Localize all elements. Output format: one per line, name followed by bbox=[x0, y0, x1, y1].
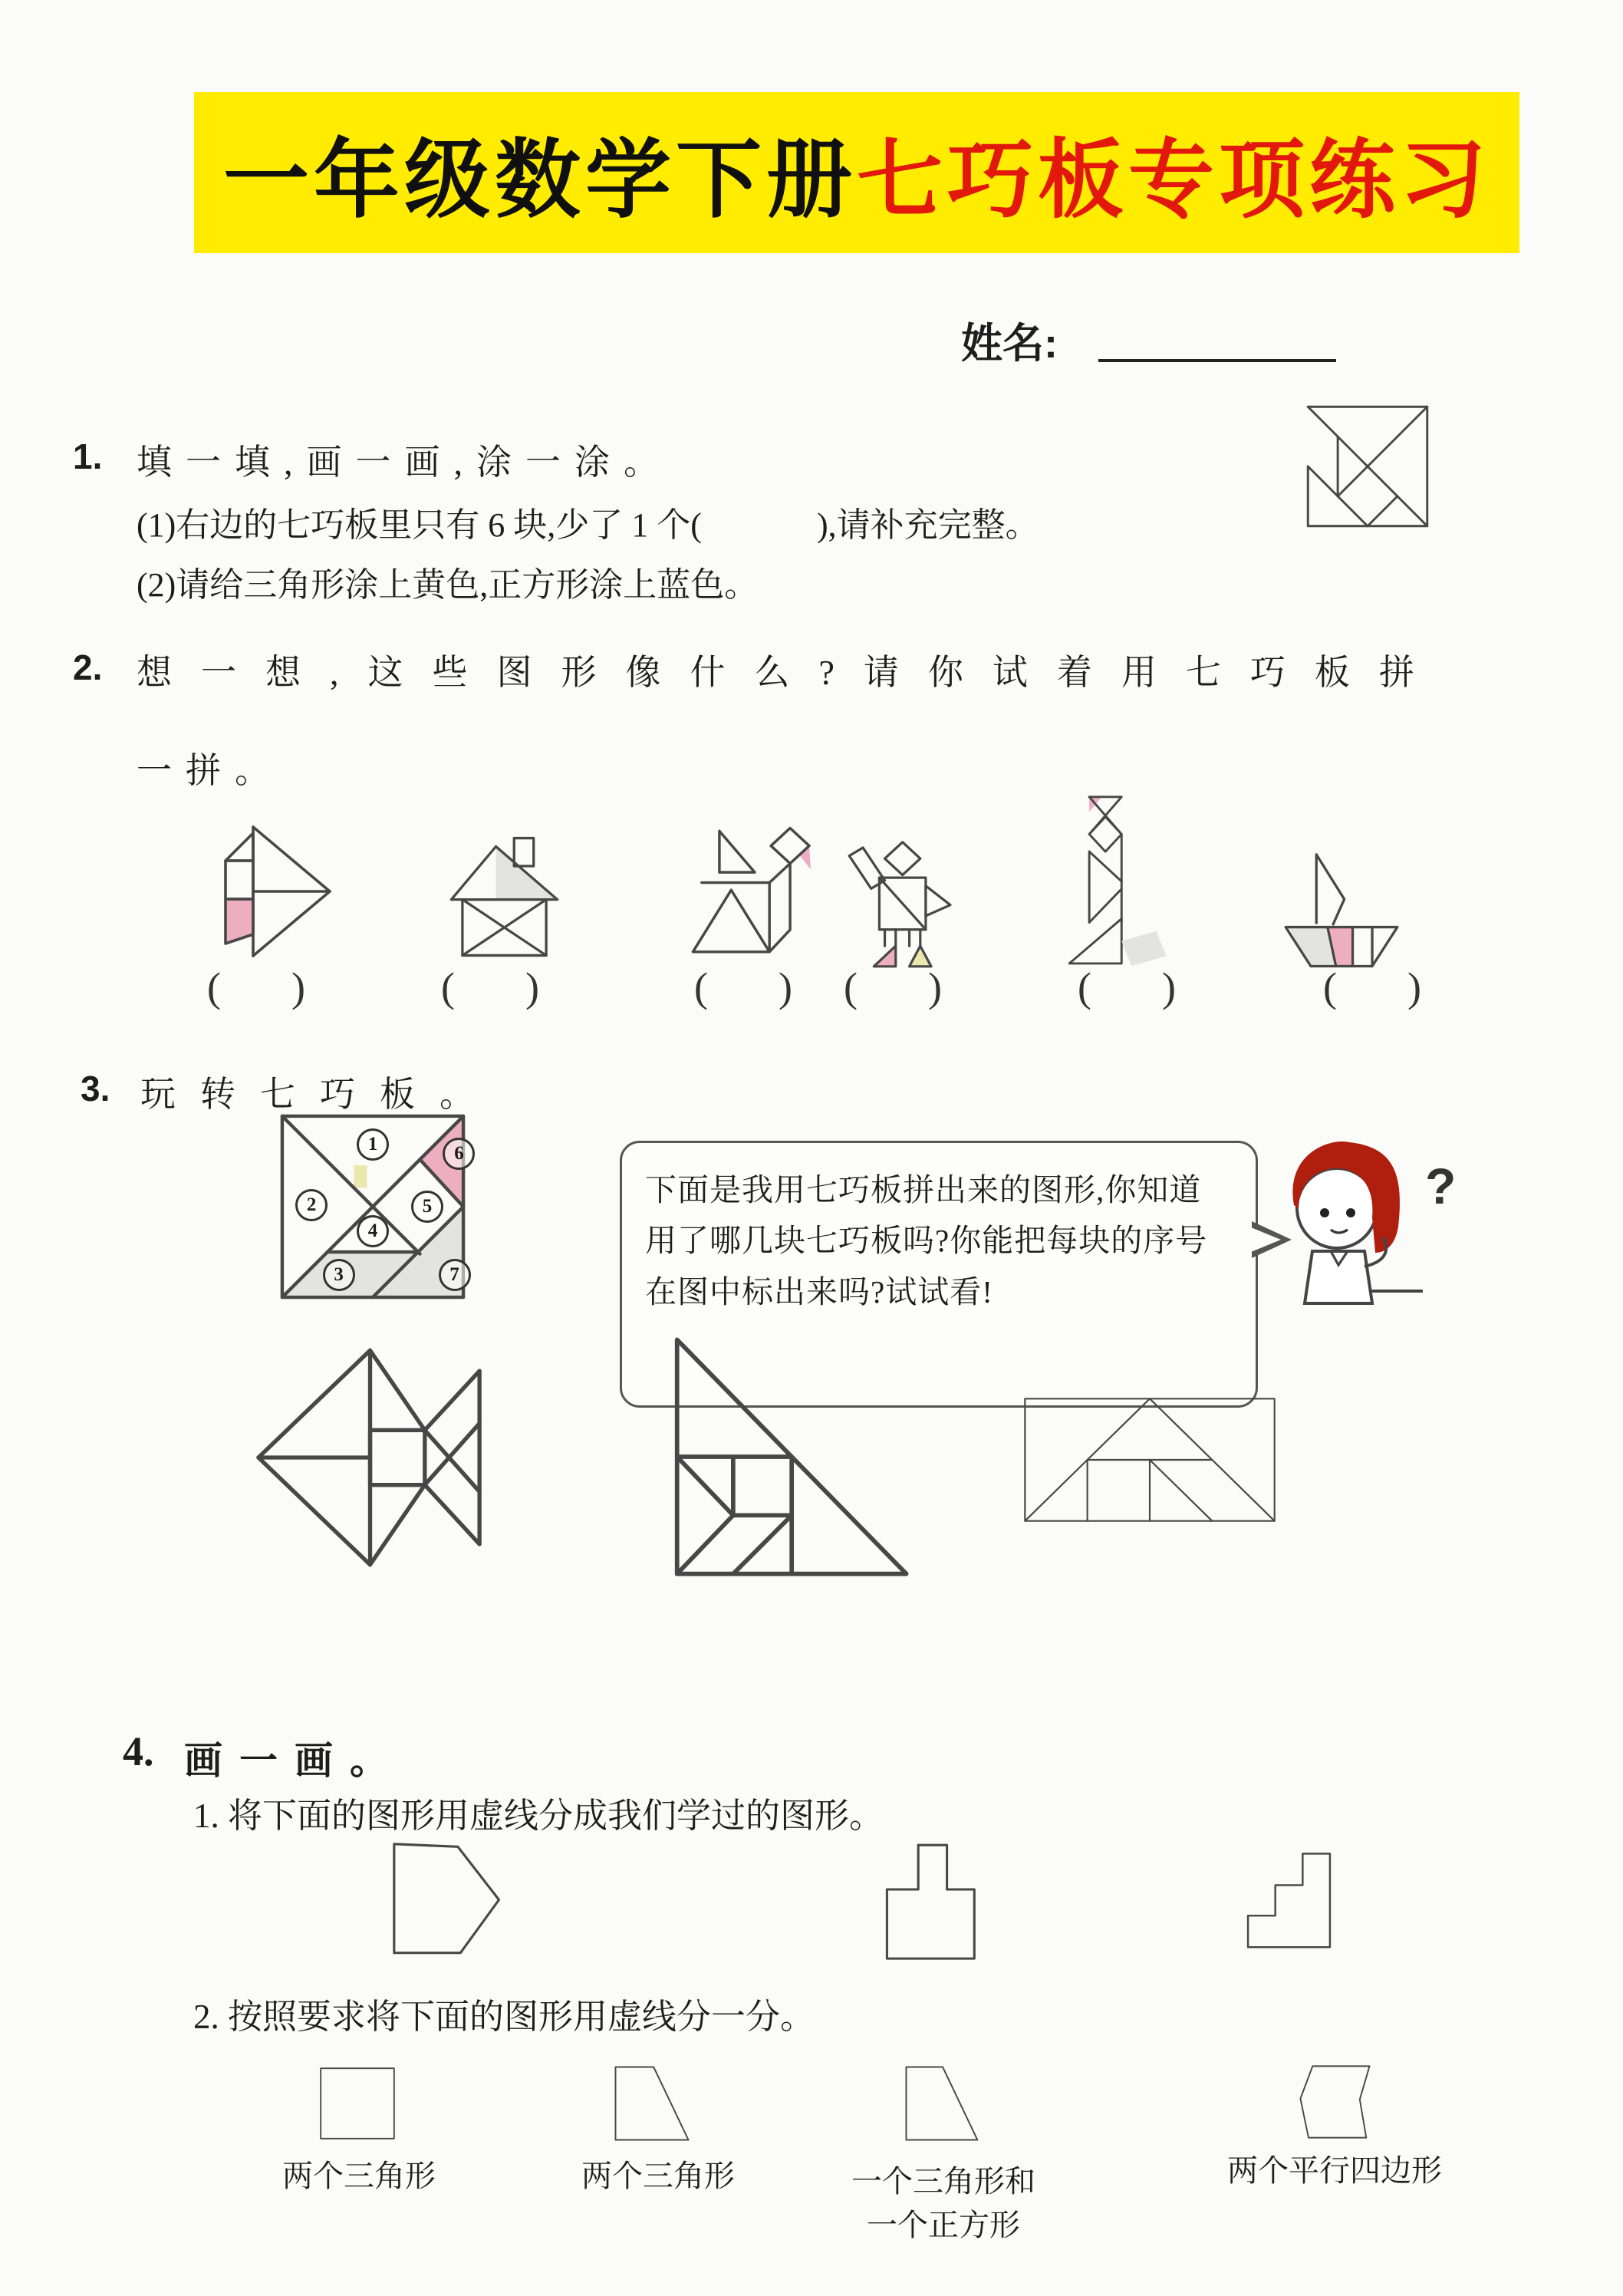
tangram-fish-large-figure bbox=[252, 1341, 491, 1574]
trapezoid-shape-1 bbox=[577, 2062, 727, 2145]
trapezoid-shape-2 bbox=[873, 2062, 1012, 2145]
answer-parens-6: ( ) bbox=[1323, 964, 1421, 1010]
answer-parens-5: ( ) bbox=[1078, 964, 1176, 1010]
shape-label-3 bbox=[832, 2157, 1055, 2245]
incomplete-tangram-figure bbox=[1302, 404, 1434, 529]
title-bar bbox=[194, 92, 1519, 253]
piece-number-1: 1 bbox=[357, 1128, 389, 1161]
piece-number-2: 2 bbox=[295, 1189, 328, 1221]
pentagon-arrow-shape bbox=[370, 1833, 529, 1966]
q2-line2: 一拼。 bbox=[137, 751, 284, 790]
student-character bbox=[1269, 1132, 1423, 1316]
q3-number: 3. bbox=[81, 1069, 110, 1108]
character-body bbox=[1305, 1251, 1372, 1303]
tangram-house-figure bbox=[418, 827, 591, 967]
shape-label-4: 两个平行四边形 bbox=[1227, 2153, 1442, 2188]
q2-line1: 想一想,这些图形像什么?请你试着用七巧板拼 bbox=[137, 653, 1444, 692]
q4-item1: 1. 将下面的图形用虚线分成我们学过的图形。 bbox=[193, 1797, 884, 1835]
speech-bubble-text: 下面是我用七巧板拼出来的图形,你知道用了哪几块七巧板吗?你能把每块的序号在图中标出来吗?试试看! bbox=[645, 1172, 1208, 1309]
name-blank-line bbox=[1098, 359, 1336, 362]
q3-heading: 玩转七巧板。 bbox=[140, 1075, 499, 1114]
question-mark: ? bbox=[1425, 1158, 1457, 1214]
q1-item2: (2)请给三角形涂上黄色,正方形涂上蓝色。 bbox=[137, 566, 759, 604]
name-label: 姓名: bbox=[961, 321, 1058, 367]
shape-label-1: 两个三角形 bbox=[282, 2159, 436, 2193]
tangram-fish-figure bbox=[188, 815, 349, 968]
tangram-rectangle-figure bbox=[1022, 1395, 1277, 1525]
shape-label-3-line2: 一个正方形 bbox=[867, 2208, 1020, 2242]
q4-number: 4. bbox=[123, 1728, 154, 1774]
shape-label-2: 两个三角形 bbox=[581, 2159, 735, 2193]
staircase-shape bbox=[1236, 1835, 1342, 1967]
piece-number-7: 7 bbox=[439, 1259, 471, 1291]
rectangle-shape bbox=[282, 2064, 433, 2143]
tab-block-shape bbox=[861, 1837, 1012, 1968]
answer-parens-2: ( ) bbox=[441, 964, 539, 1010]
q2-number: 2. bbox=[73, 647, 103, 687]
answer-parens-3: ( ) bbox=[694, 964, 792, 1010]
piece-number-5: 5 bbox=[411, 1191, 443, 1223]
piece-number-4: 4 bbox=[357, 1215, 389, 1247]
title-black-part: 一年级数学下册 bbox=[223, 131, 857, 228]
title-red-part: 七巧板专项练习 bbox=[857, 131, 1490, 228]
q4-heading: 画一画。 bbox=[184, 1739, 405, 1782]
answer-parens-4: ( ) bbox=[844, 964, 942, 1010]
q1-heading: 填一填,画一画,涂一涂。 bbox=[137, 443, 673, 482]
piece-number-6: 6 bbox=[443, 1138, 475, 1170]
q1-item1 bbox=[137, 497, 1039, 546]
q1-number: 1. bbox=[73, 436, 103, 476]
q1-item1-post: ),请补充完整。 bbox=[816, 506, 1039, 544]
tangram-triangle-figure bbox=[666, 1335, 913, 1579]
piece-number-3: 3 bbox=[323, 1259, 355, 1291]
q1-item1-pre: (1)右边的七巧板里只有 6 块,少了 1 个( bbox=[137, 506, 702, 544]
shape-label-3-line1: 一个三角形和 bbox=[851, 2164, 1035, 2199]
tangram-bird-figure bbox=[673, 819, 836, 967]
chevron-band-shape bbox=[1295, 2059, 1376, 2145]
numbered-tangram-figure bbox=[259, 1112, 486, 1301]
q4-item2: 2. 按照要求将下面的图形用虚线分一分。 bbox=[193, 1998, 815, 2036]
answer-parens-1: ( ) bbox=[207, 964, 305, 1010]
